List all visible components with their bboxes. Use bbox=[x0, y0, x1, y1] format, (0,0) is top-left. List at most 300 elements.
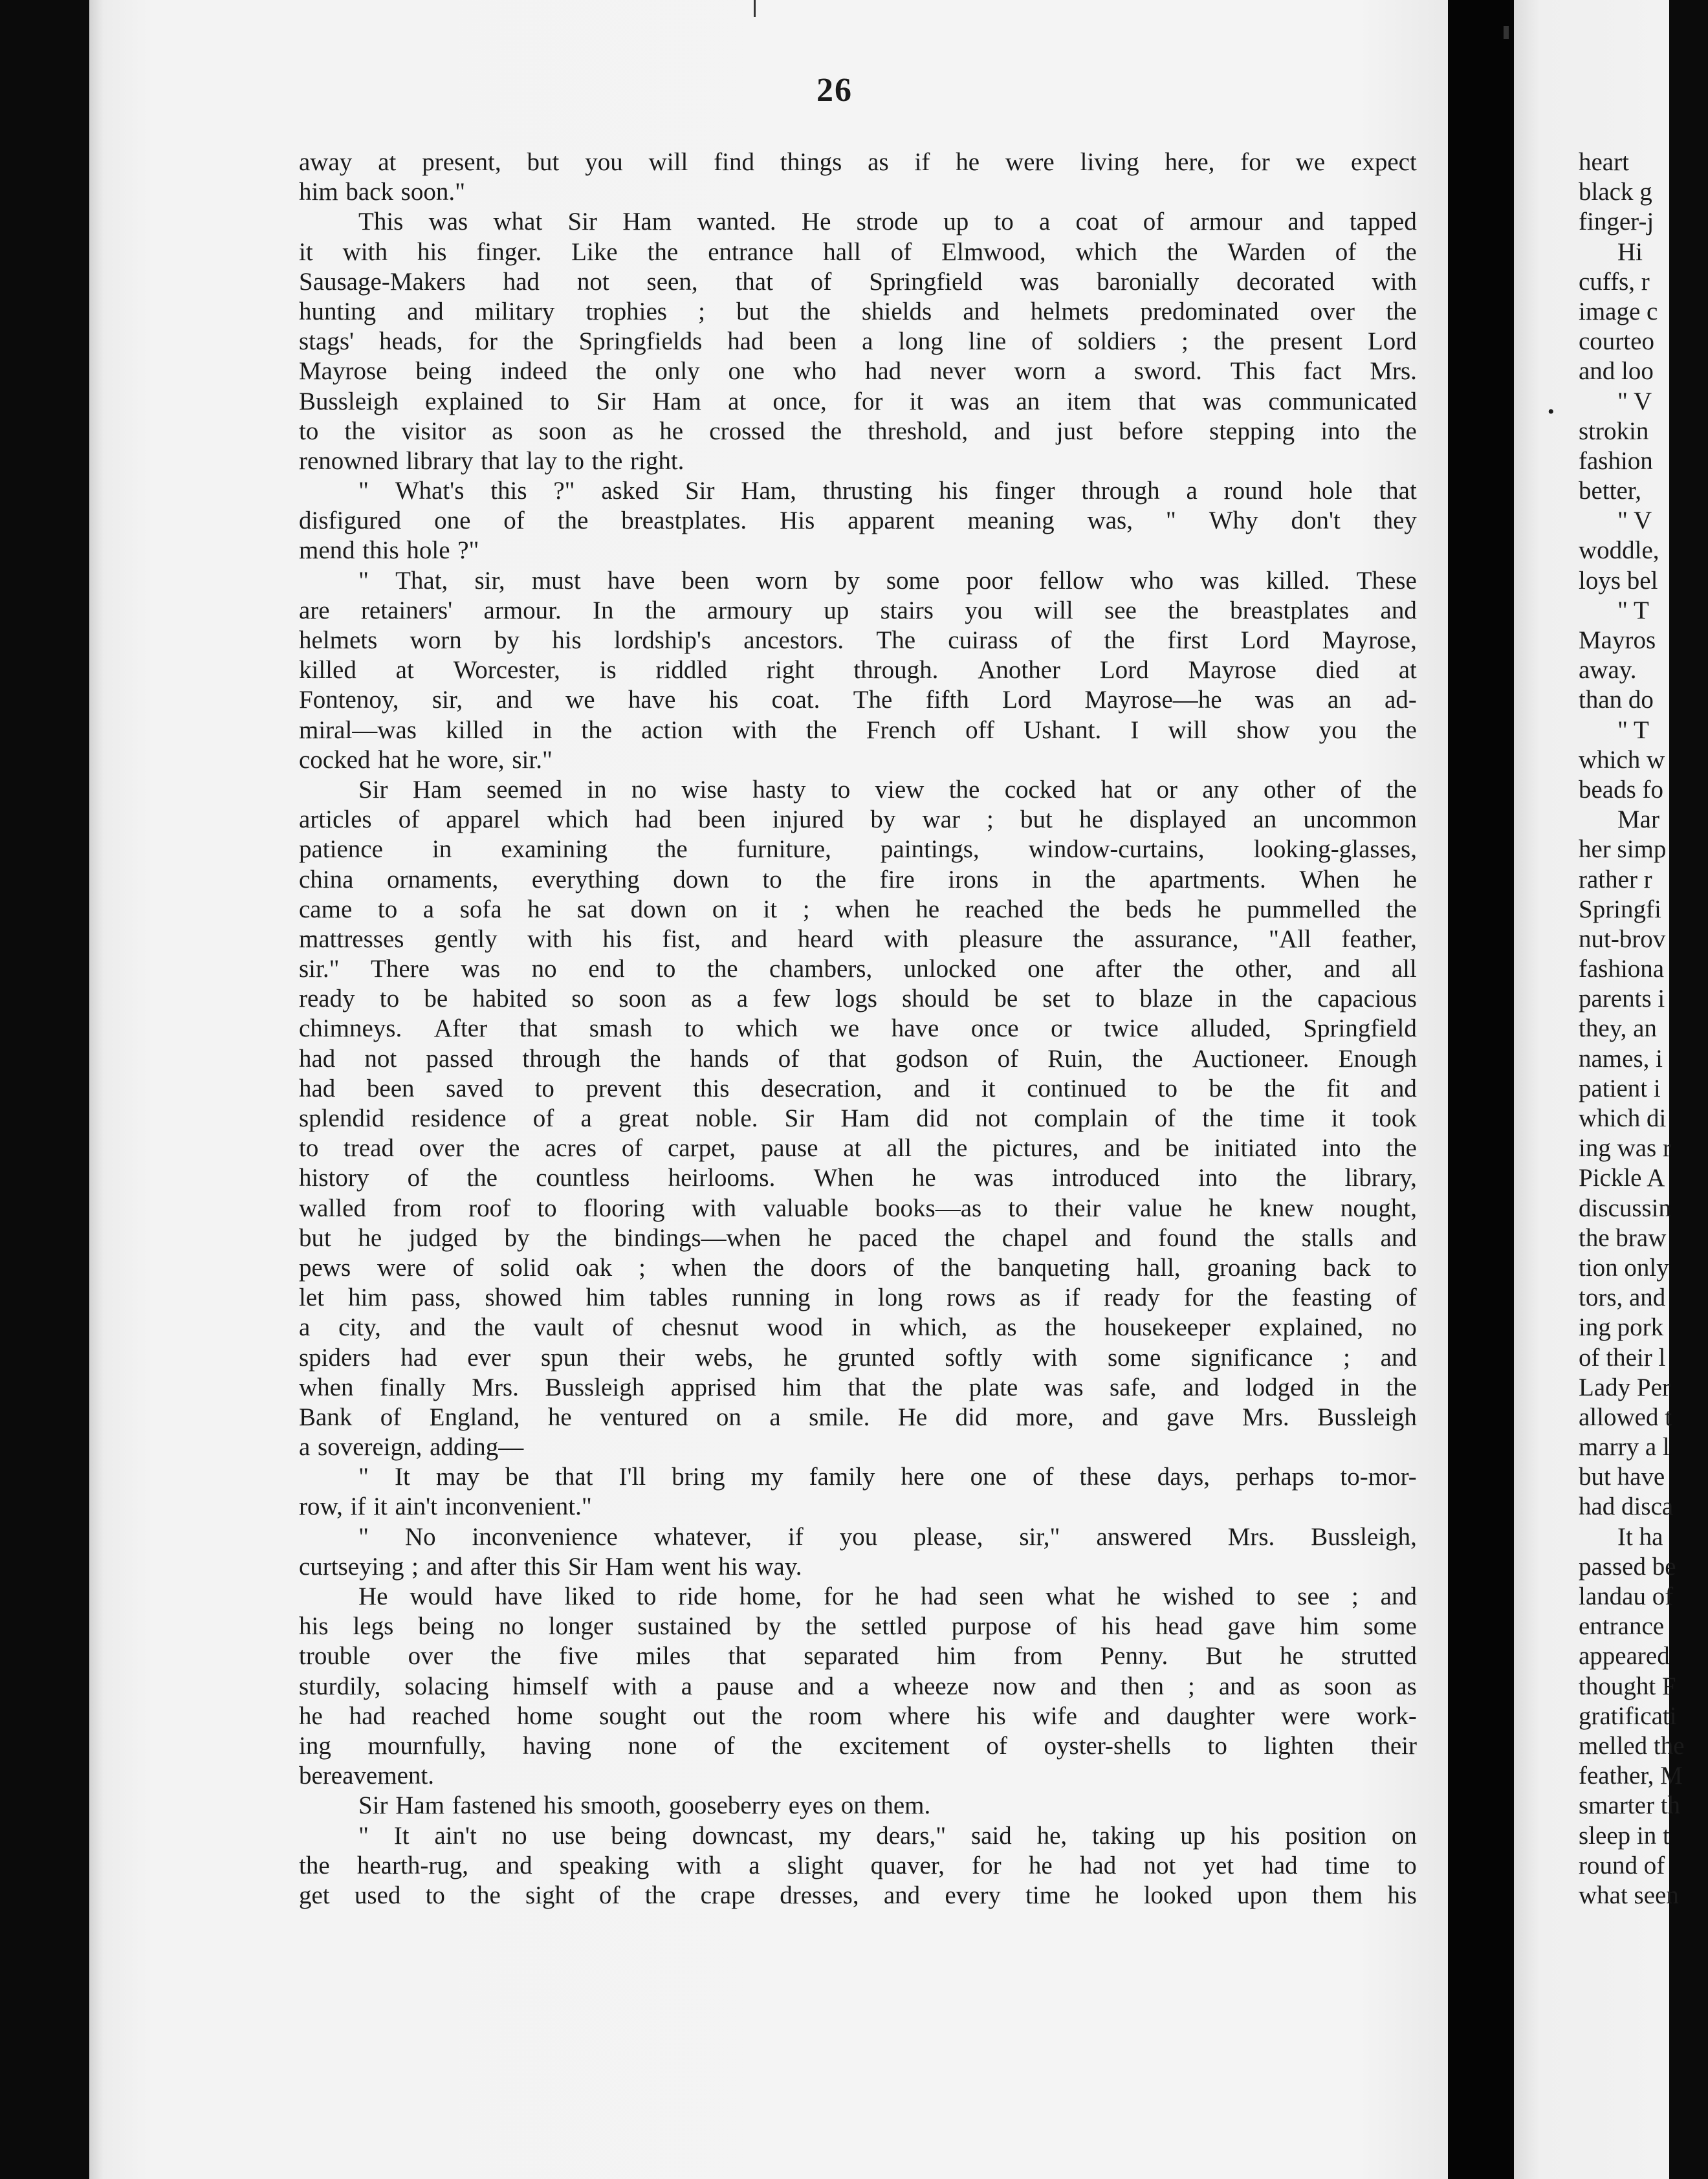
word: into bbox=[1320, 417, 1361, 445]
word: had bbox=[864, 357, 902, 386]
text-line bbox=[299, 1044, 1417, 1074]
word: knew bbox=[1259, 1194, 1314, 1222]
word: long bbox=[877, 1284, 923, 1312]
fragment-line: which di bbox=[1579, 1104, 1667, 1132]
word: to bbox=[1397, 1851, 1417, 1879]
word: explained bbox=[425, 387, 523, 415]
word: to bbox=[377, 895, 398, 923]
word: legs bbox=[353, 1612, 394, 1641]
word: to bbox=[684, 1014, 705, 1043]
word: things bbox=[780, 148, 842, 176]
word: library, bbox=[1344, 1164, 1417, 1192]
fragment-line: what seen bbox=[1579, 1881, 1679, 1909]
word: of bbox=[1143, 208, 1165, 236]
word: plate bbox=[969, 1373, 1018, 1401]
word: position bbox=[1285, 1821, 1367, 1850]
word: it bbox=[373, 1493, 388, 1521]
word: he bbox=[659, 417, 684, 445]
word: his bbox=[1101, 1612, 1131, 1641]
fragment-line: fashiona bbox=[1579, 955, 1665, 983]
word: heard bbox=[797, 925, 854, 953]
word: for bbox=[972, 1851, 1002, 1879]
word: and bbox=[1324, 955, 1361, 983]
word: the bbox=[466, 1164, 498, 1192]
word: " bbox=[358, 1463, 369, 1491]
fragment-line: tion only bbox=[1579, 1253, 1669, 1282]
word: show bbox=[1236, 716, 1290, 744]
word: paintings, bbox=[880, 835, 980, 864]
word: the bbox=[753, 1253, 784, 1282]
word: and bbox=[1095, 1223, 1132, 1252]
word: helmets bbox=[1030, 297, 1110, 325]
word: them. bbox=[873, 1791, 931, 1820]
word: and bbox=[1218, 1672, 1256, 1700]
fragment-line: Mayros bbox=[1579, 626, 1656, 654]
word: see bbox=[1297, 1582, 1330, 1610]
word: as bbox=[996, 1313, 1017, 1342]
word: Ham bbox=[412, 775, 462, 804]
word: communicated bbox=[1268, 387, 1417, 415]
word: soldiers bbox=[1077, 327, 1156, 356]
text-line bbox=[299, 895, 1417, 925]
word: soon." bbox=[400, 178, 466, 206]
fragment-line: they, an bbox=[1579, 1014, 1657, 1043]
word: only bbox=[655, 357, 700, 386]
word: he bbox=[1078, 805, 1103, 834]
word: to bbox=[994, 208, 1014, 236]
word: now bbox=[992, 1672, 1036, 1700]
word: passed bbox=[426, 1044, 494, 1073]
word: work- bbox=[1356, 1702, 1417, 1730]
word: of bbox=[407, 1164, 429, 1192]
word: a bbox=[858, 1672, 870, 1700]
word: into bbox=[1198, 1164, 1238, 1192]
word: this bbox=[693, 1074, 730, 1102]
word: ing bbox=[299, 1731, 331, 1760]
word: to bbox=[1256, 1582, 1276, 1610]
fragment-line: better, bbox=[1579, 477, 1641, 505]
word: his bbox=[1387, 1881, 1417, 1909]
word: to bbox=[537, 1194, 557, 1222]
word: one bbox=[728, 357, 765, 386]
word: hat bbox=[378, 745, 409, 774]
fragment-line: cuffs, r bbox=[1579, 267, 1650, 296]
word: and bbox=[1102, 1403, 1139, 1431]
word: unlocked bbox=[903, 955, 996, 983]
word: what bbox=[1046, 1582, 1095, 1610]
word: hunting bbox=[299, 297, 377, 325]
word: Sausage-Makers bbox=[299, 267, 466, 296]
word: retainers' bbox=[360, 596, 453, 624]
word: he bbox=[1209, 1194, 1233, 1222]
word: Sir bbox=[358, 775, 388, 804]
word: as bbox=[612, 417, 634, 445]
word: had bbox=[299, 1074, 336, 1102]
word: the bbox=[474, 1313, 505, 1342]
fragment-line: had disca bbox=[1579, 1493, 1674, 1521]
word: and bbox=[496, 1851, 532, 1879]
fragment-line: finger-j bbox=[1579, 208, 1654, 236]
word: feather, bbox=[1341, 925, 1417, 953]
fragment-line: Mar bbox=[1617, 805, 1659, 834]
word: fist, bbox=[662, 925, 701, 953]
word: into bbox=[1321, 1134, 1361, 1163]
word: when bbox=[672, 1253, 727, 1282]
word: downcast, bbox=[692, 1821, 794, 1850]
word: had bbox=[921, 1582, 958, 1610]
word: in bbox=[834, 1284, 854, 1312]
word: Springfield bbox=[1303, 1014, 1417, 1043]
word: expect bbox=[1351, 148, 1417, 176]
word: Mrs. bbox=[1227, 1522, 1275, 1551]
word: to bbox=[379, 985, 400, 1013]
word: Elmwood, bbox=[941, 237, 1046, 266]
word: In bbox=[593, 596, 614, 624]
word: view bbox=[875, 775, 925, 804]
word: the bbox=[805, 1612, 837, 1641]
word: of bbox=[452, 1253, 474, 1282]
word: the bbox=[948, 775, 980, 804]
word: came bbox=[299, 895, 353, 923]
word: continued bbox=[1027, 1074, 1126, 1102]
word: as bbox=[1019, 1284, 1041, 1312]
text-line bbox=[299, 446, 1417, 476]
word: predominated bbox=[1140, 297, 1279, 325]
word: off bbox=[965, 716, 994, 744]
word: when bbox=[835, 895, 890, 923]
word: soon bbox=[538, 417, 587, 445]
text-line bbox=[299, 925, 1417, 954]
word: miral—was bbox=[299, 716, 417, 744]
word: had bbox=[400, 1343, 437, 1372]
text-line bbox=[299, 506, 1417, 536]
word: beds bbox=[1125, 895, 1172, 923]
word: looked bbox=[1143, 1881, 1212, 1909]
word: it bbox=[981, 1074, 996, 1102]
word: webs, bbox=[695, 1343, 754, 1372]
word: no bbox=[531, 955, 557, 983]
word: twice bbox=[1104, 1014, 1159, 1043]
word: with bbox=[1032, 1343, 1078, 1372]
word: having bbox=[522, 1731, 592, 1760]
word: and bbox=[1380, 1223, 1417, 1252]
text-line bbox=[299, 1194, 1417, 1223]
word: that bbox=[1379, 477, 1417, 505]
text-line bbox=[299, 1462, 1417, 1492]
word: a bbox=[1094, 357, 1106, 386]
word: if bbox=[1064, 1284, 1080, 1312]
word: of bbox=[1396, 1284, 1417, 1312]
word: he bbox=[912, 1164, 936, 1192]
word: Mrs. bbox=[1242, 1403, 1289, 1431]
word: by bbox=[494, 626, 520, 654]
text-line bbox=[299, 267, 1417, 297]
word: line bbox=[968, 327, 1007, 356]
word: saved bbox=[446, 1074, 503, 1102]
word: of bbox=[893, 1253, 914, 1282]
word: an bbox=[1016, 387, 1040, 415]
word: used bbox=[354, 1881, 401, 1909]
word: my bbox=[818, 1821, 851, 1850]
text-line bbox=[299, 387, 1417, 417]
word: daughter bbox=[1166, 1702, 1255, 1730]
word: his bbox=[718, 1552, 748, 1581]
word: rows bbox=[947, 1284, 996, 1312]
word: was bbox=[428, 208, 468, 236]
word: the bbox=[595, 357, 627, 386]
word: long bbox=[898, 327, 943, 356]
text-line bbox=[299, 297, 1417, 327]
word: lay bbox=[526, 446, 557, 475]
word: taking bbox=[1091, 1821, 1155, 1850]
text-line bbox=[299, 1223, 1417, 1253]
word: he bbox=[1197, 895, 1221, 923]
word: of bbox=[380, 1403, 402, 1431]
word: tread bbox=[344, 1134, 394, 1163]
word: time bbox=[1260, 1104, 1305, 1132]
word: flooring bbox=[583, 1194, 665, 1222]
word: complain bbox=[1034, 1104, 1128, 1132]
word: the bbox=[912, 1373, 943, 1401]
word: curtseying bbox=[299, 1552, 404, 1581]
word: library bbox=[406, 446, 474, 475]
word: to bbox=[656, 955, 676, 983]
word: wood bbox=[767, 1313, 824, 1342]
word: no bbox=[498, 1612, 524, 1641]
word: Ushant. bbox=[1024, 716, 1102, 744]
word: after bbox=[1095, 955, 1142, 983]
word: ready bbox=[1104, 1284, 1160, 1312]
word: were bbox=[1005, 148, 1055, 176]
word: excitement bbox=[838, 1731, 950, 1760]
word: to bbox=[1157, 1074, 1177, 1102]
word: to bbox=[1207, 1731, 1227, 1760]
word: was bbox=[1202, 387, 1242, 415]
word: Ham bbox=[622, 208, 672, 236]
word: smooth, bbox=[580, 1791, 662, 1820]
text-line bbox=[299, 1373, 1417, 1403]
word: had bbox=[503, 267, 540, 296]
word: decorated bbox=[1236, 267, 1335, 296]
word: he, bbox=[1036, 1821, 1068, 1850]
word: the bbox=[1084, 865, 1116, 893]
word: out bbox=[693, 1702, 725, 1730]
word: soon bbox=[619, 985, 666, 1013]
word: When bbox=[1299, 865, 1360, 893]
word: present bbox=[1269, 327, 1342, 356]
fragment-line: which w bbox=[1579, 745, 1665, 774]
word: gave bbox=[1227, 1612, 1275, 1641]
word: which, bbox=[899, 1313, 968, 1342]
text-line bbox=[299, 1432, 1417, 1462]
word: on bbox=[840, 1791, 866, 1820]
word: are bbox=[299, 596, 330, 624]
word: was bbox=[1020, 267, 1060, 296]
word: fact bbox=[1303, 357, 1342, 386]
word: get bbox=[299, 1881, 330, 1909]
fragment-line: strokin bbox=[1579, 417, 1649, 445]
word: row, bbox=[299, 1493, 343, 1521]
word: perhaps bbox=[1236, 1463, 1315, 1491]
word: any bbox=[1202, 775, 1239, 804]
word: you bbox=[839, 1522, 878, 1551]
word: the bbox=[644, 1881, 676, 1909]
text-line bbox=[299, 1731, 1417, 1761]
word: we bbox=[1295, 148, 1326, 176]
word: use bbox=[552, 1821, 586, 1850]
word: as bbox=[868, 148, 889, 176]
word: and bbox=[1103, 1702, 1141, 1730]
word: him bbox=[1299, 1612, 1339, 1641]
word: Sir bbox=[684, 477, 715, 505]
word: a bbox=[749, 1851, 760, 1879]
word: asked bbox=[601, 477, 659, 505]
text-line bbox=[299, 1761, 1417, 1791]
word: once bbox=[970, 1014, 1019, 1043]
word: and bbox=[914, 1074, 950, 1102]
facing-page-text-fragment bbox=[1579, 148, 1708, 1911]
word: were bbox=[1281, 1702, 1330, 1730]
word: entrance bbox=[708, 237, 794, 266]
text-line bbox=[299, 626, 1417, 655]
word: yet bbox=[1203, 1851, 1234, 1879]
text-line bbox=[299, 1851, 1417, 1881]
word: wanted. bbox=[697, 208, 776, 236]
word: himself bbox=[512, 1672, 589, 1700]
word: be bbox=[1165, 1134, 1189, 1163]
word: some bbox=[1363, 1612, 1417, 1641]
word: the bbox=[806, 716, 837, 744]
word: as bbox=[1279, 1672, 1300, 1700]
word: being bbox=[418, 1612, 474, 1641]
text-line bbox=[299, 1641, 1417, 1671]
word: answered bbox=[1096, 1522, 1192, 1551]
word: being bbox=[611, 1821, 667, 1850]
word: Lord bbox=[1367, 327, 1417, 356]
word: crape bbox=[700, 1881, 756, 1909]
word: but bbox=[299, 1223, 331, 1252]
scan-speck bbox=[1504, 26, 1509, 39]
word: Ham bbox=[840, 1104, 890, 1132]
word: paced bbox=[859, 1223, 917, 1252]
word: him bbox=[936, 1642, 976, 1670]
fragment-line: ing was r bbox=[1579, 1134, 1671, 1163]
word: eyes bbox=[788, 1791, 834, 1820]
word: the bbox=[706, 955, 738, 983]
word: to bbox=[564, 446, 584, 475]
word: worn bbox=[756, 566, 808, 595]
word: city, bbox=[338, 1313, 381, 1342]
fragment-line: beads fo bbox=[1579, 775, 1664, 804]
word: room bbox=[809, 1702, 862, 1730]
word: After bbox=[433, 1014, 488, 1043]
word: not bbox=[576, 267, 609, 296]
word: back bbox=[1323, 1253, 1371, 1282]
word: and bbox=[1380, 1074, 1417, 1102]
text-line bbox=[299, 1253, 1417, 1283]
word: stalls bbox=[1301, 1223, 1353, 1252]
text-line bbox=[299, 1791, 1417, 1821]
word: the bbox=[1386, 775, 1417, 804]
text-line bbox=[299, 1702, 1417, 1731]
word: for bbox=[853, 387, 883, 415]
text-line bbox=[299, 566, 1417, 596]
word: Sir bbox=[784, 1104, 815, 1132]
word: the bbox=[936, 1134, 968, 1163]
word: which bbox=[736, 1014, 798, 1043]
word: with bbox=[676, 1851, 721, 1879]
word: There bbox=[371, 955, 430, 983]
word: This bbox=[1230, 357, 1276, 386]
word: in bbox=[587, 775, 607, 804]
word: the bbox=[1045, 1313, 1077, 1342]
word: died bbox=[1315, 656, 1359, 684]
word: to bbox=[1008, 1194, 1028, 1222]
word: killed bbox=[446, 716, 503, 744]
word: heads, bbox=[379, 327, 443, 356]
word: his bbox=[602, 925, 632, 953]
word: apartments. bbox=[1149, 865, 1266, 893]
word: which bbox=[1075, 237, 1137, 266]
word: over bbox=[408, 1642, 453, 1670]
word: hall bbox=[823, 237, 861, 266]
word: Ham bbox=[395, 1791, 445, 1820]
word: had bbox=[1261, 1851, 1298, 1879]
word: action bbox=[641, 716, 703, 744]
text-line bbox=[299, 835, 1417, 864]
word: The bbox=[876, 626, 916, 654]
word: item bbox=[1066, 387, 1111, 415]
word: not bbox=[1143, 1851, 1176, 1879]
word: what bbox=[493, 208, 543, 236]
word: him bbox=[586, 1284, 626, 1312]
word: before bbox=[1119, 417, 1183, 445]
word: ?" bbox=[553, 477, 575, 505]
word: was bbox=[1200, 566, 1240, 595]
word: the bbox=[751, 1702, 783, 1730]
word: Bussleigh bbox=[545, 1373, 645, 1401]
word: were bbox=[377, 1253, 426, 1282]
word: and bbox=[730, 925, 768, 953]
word: to bbox=[637, 1582, 657, 1610]
word: " bbox=[358, 1522, 369, 1551]
word: have bbox=[494, 1582, 543, 1610]
word: home, bbox=[739, 1582, 802, 1610]
word: Mayrose bbox=[1188, 656, 1276, 684]
text-line bbox=[299, 1582, 1417, 1612]
word: you bbox=[1319, 716, 1357, 744]
word: strode bbox=[856, 208, 918, 236]
word: the bbox=[1386, 417, 1417, 445]
word: the bbox=[1264, 1074, 1295, 1102]
scan-speck bbox=[754, 0, 756, 17]
word: the bbox=[944, 1223, 976, 1252]
word: his bbox=[1231, 1821, 1260, 1850]
word: helmets bbox=[299, 626, 378, 654]
word: is bbox=[599, 656, 617, 684]
word: by bbox=[756, 1612, 782, 1641]
word: in bbox=[432, 835, 452, 864]
word: armour bbox=[1189, 208, 1263, 236]
word: right. bbox=[630, 446, 684, 475]
word: one bbox=[1027, 955, 1064, 983]
word: he bbox=[1279, 1642, 1304, 1670]
word: for bbox=[1240, 148, 1270, 176]
word: This bbox=[358, 208, 404, 236]
word: don't bbox=[1291, 507, 1341, 535]
word: his bbox=[552, 626, 582, 654]
word: That, bbox=[395, 566, 448, 595]
